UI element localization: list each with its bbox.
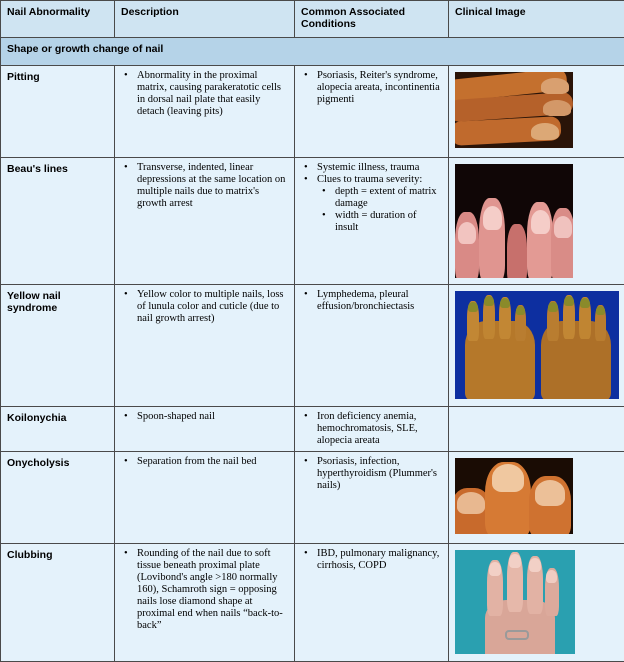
table-row xyxy=(1,66,624,158)
abnormality-name: Beau's lines xyxy=(1,158,115,285)
abnormality-name: Koilonychia xyxy=(1,407,115,452)
description-item: • Yellow color to multiple nails, loss of lunula color and cuticle (due to nail growth arrest) xyxy=(137,289,288,325)
table-row xyxy=(1,544,624,662)
condition-item: • Psoriasis, Reiter's syndrome, alopecia areata, incontinentia pigmenti xyxy=(317,70,442,106)
yellow-nail-photo xyxy=(455,291,619,399)
table-row xyxy=(1,285,624,407)
description-item: • Abnormality in the proximal matrix, causing parakeratotic cells in dorsal nail plate that easily detach (leaving pits) xyxy=(137,70,288,118)
clubbing-photo xyxy=(455,550,575,654)
description-cell xyxy=(115,285,295,407)
condition-item: • Psoriasis, infection, hyperthyroidism (Plummer's nails) xyxy=(317,456,442,492)
conditions-cell xyxy=(295,158,449,285)
description-cell xyxy=(115,544,295,662)
abnormality-name: Yellow nail syndrome xyxy=(1,285,115,407)
conditions-cell xyxy=(295,285,449,407)
clinical-image-cell xyxy=(449,452,624,544)
condition-text: Clues to trauma severity: xyxy=(317,174,422,185)
description-item: • Separation from the nail bed xyxy=(137,456,288,468)
clinical-image-cell xyxy=(449,544,624,662)
description-cell xyxy=(115,158,295,285)
header-description: Description xyxy=(115,1,295,38)
sub-condition-item: • width = duration of insult xyxy=(335,210,442,234)
condition-item: • Systemic illness, trauma xyxy=(317,162,442,174)
sub-condition-item: • depth = extent of matrix damage xyxy=(335,186,442,210)
condition-item: • Iron deficiency anemia, hemochromatosis, SLE, alopecia areata xyxy=(317,411,442,447)
section-title: Shape or growth change of nail xyxy=(1,38,624,66)
pitting-photo xyxy=(455,72,573,148)
abnormality-name: Pitting xyxy=(1,66,115,158)
condition-item: • IBD, pulmonary malignancy, cirrhosis, COPD xyxy=(317,548,442,572)
conditions-cell xyxy=(295,452,449,544)
header-image: Clinical Image xyxy=(449,1,624,38)
condition-item: • Lymphedema, pleural effusion/bronchiectasis xyxy=(317,289,442,313)
header-abnormality: Nail Abnormality xyxy=(1,1,115,38)
beaus-lines-photo xyxy=(455,164,573,278)
description-cell xyxy=(115,407,295,452)
clinical-image-cell xyxy=(449,158,624,285)
header-conditions: Common Associated Conditions xyxy=(295,1,449,38)
onycholysis-photo xyxy=(455,458,573,534)
description-item: • Transverse, indented, linear depressions at the same location on multiple nails due to matrix's growth arrest xyxy=(137,162,288,210)
clinical-image-cell xyxy=(449,66,624,158)
table-row xyxy=(1,407,624,452)
abnormality-name: Onycholysis xyxy=(1,452,115,544)
table-row xyxy=(1,452,624,544)
section-row xyxy=(1,38,624,66)
description-cell xyxy=(115,66,295,158)
description-item: • Rounding of the nail due to soft tissue beneath proximal plate (Lovibond's angle >180 normally 160), Schamroth sign = opposing nails lose diamond shape at proximal end when nails “back-to-back” xyxy=(137,548,288,632)
conditions-cell xyxy=(295,407,449,452)
description-item: • Spoon-shaped nail xyxy=(137,411,288,423)
condition-item xyxy=(317,174,442,234)
abnormality-name: Clubbing xyxy=(1,544,115,662)
header-row xyxy=(1,1,624,38)
table-row xyxy=(1,158,624,285)
description-cell xyxy=(115,452,295,544)
clinical-image-cell xyxy=(449,285,624,407)
clinical-image-cell xyxy=(449,407,624,452)
conditions-cell xyxy=(295,66,449,158)
conditions-cell xyxy=(295,544,449,662)
